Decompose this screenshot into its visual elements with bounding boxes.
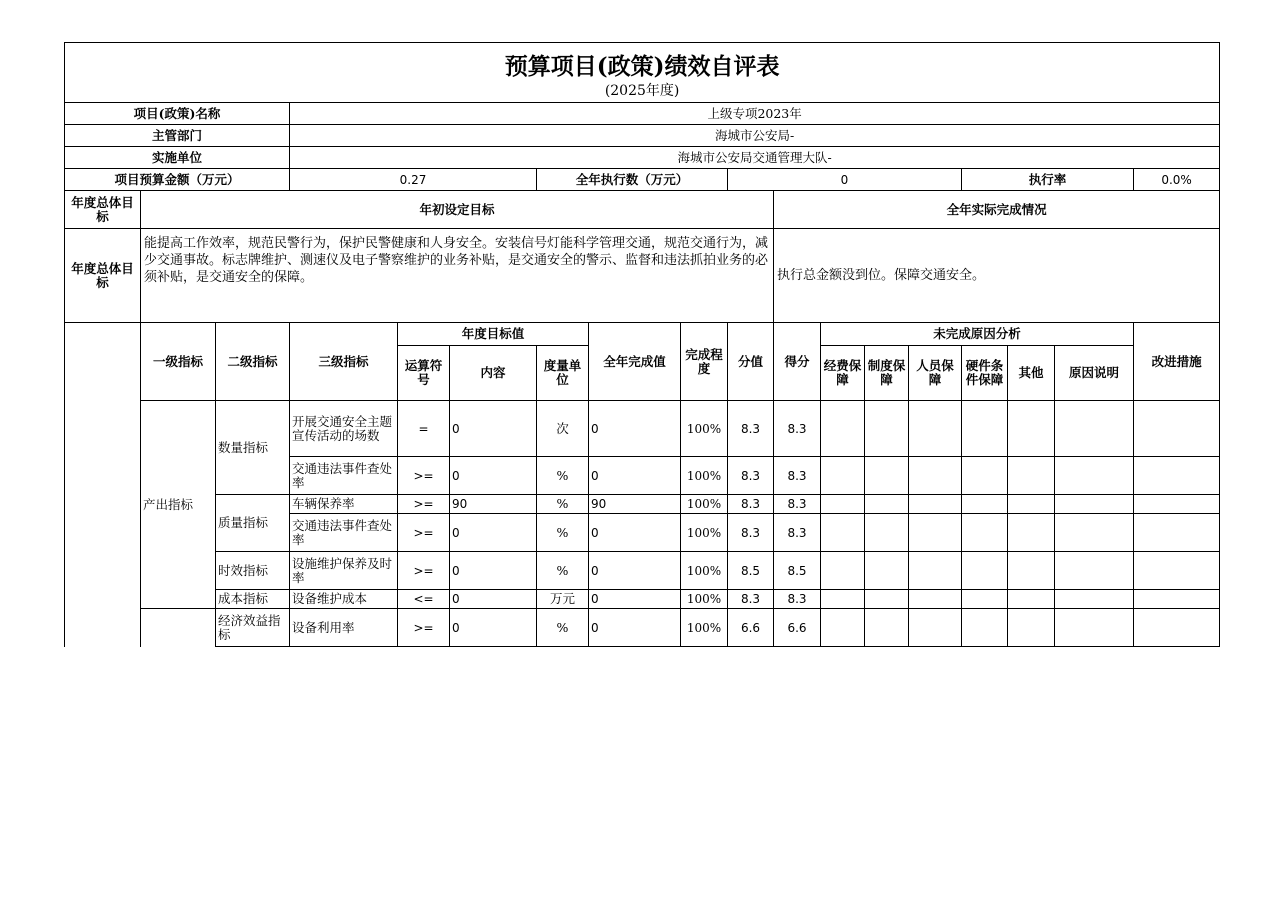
- initial-goal-text: 能提高工作效率，规范民警行为，保护民警健康和人身安全。安装信号灯能科学管理交通，规范交通行为，减少交通事故。标志牌维护、测速仪及电子警察维护的业务补贴，是交通安全的警示、监督和违法抓拍业务的必须补贴，是交通安全的保障。: [141, 229, 774, 323]
- project-name-label: 项目(政策)名称: [65, 103, 290, 125]
- budget-value: 0.27: [290, 169, 537, 191]
- row-content: 90: [450, 495, 537, 514]
- group-output: 产出指标: [141, 401, 216, 609]
- row-actual: 0: [589, 552, 681, 590]
- header-unit: 度量单位: [537, 346, 589, 401]
- goals-row-label: 年度总体目标: [65, 229, 141, 323]
- row-op: >=: [398, 495, 450, 514]
- row-unit: %: [537, 552, 589, 590]
- row-l3: 设施维护保养及时率: [290, 552, 398, 590]
- indicator-side-cell: [65, 323, 141, 647]
- row-l3: 设备维护成本: [290, 590, 398, 609]
- group-quantity: 数量指标: [216, 401, 290, 495]
- row-got: 8.3: [774, 457, 821, 495]
- goals-header-label: 年度总体目标: [65, 191, 141, 229]
- row-op: >=: [398, 552, 450, 590]
- exec-value: 0: [728, 169, 962, 191]
- table-row: [65, 590, 1220, 609]
- row-unit: 万元: [537, 590, 589, 609]
- row-got: 8.3: [774, 590, 821, 609]
- header-hardware: 硬件条件保障: [962, 346, 1008, 401]
- group-quality: 质量指标: [216, 495, 290, 552]
- row-op: >=: [398, 514, 450, 552]
- header-operator: 运算符号: [398, 346, 450, 401]
- table-row: [65, 495, 1220, 514]
- group-cost: 成本指标: [216, 590, 290, 609]
- header-personnel: 人员保障: [909, 346, 962, 401]
- row-completion: 100%: [681, 495, 728, 514]
- header-level2: 二级指标: [216, 323, 290, 401]
- table-row: [65, 609, 1220, 647]
- row-got: 8.3: [774, 495, 821, 514]
- row-got: 6.6: [774, 609, 821, 647]
- table-row: [65, 552, 1220, 590]
- actual-completion-text: 执行总金额没到位。保障交通安全。: [774, 229, 1220, 323]
- row-unit: %: [537, 495, 589, 514]
- header-completion: 完成程度: [681, 323, 728, 401]
- row-completion: 100%: [681, 514, 728, 552]
- actual-completion-header: 全年实际完成情况: [774, 191, 1220, 229]
- evaluation-table: [64, 42, 1220, 647]
- row-completion: 100%: [681, 609, 728, 647]
- row-got: 8.5: [774, 552, 821, 590]
- row-content: 0: [450, 552, 537, 590]
- row-actual: 90: [589, 495, 681, 514]
- page-title: 预算项目(政策)绩效自评表: [504, 52, 780, 80]
- header-annual-target: 年度目标值: [398, 323, 589, 346]
- row-completion: 100%: [681, 590, 728, 609]
- row-l3: 交通违法事件查处率: [290, 514, 398, 552]
- row-content: 0: [450, 590, 537, 609]
- row-l3: 车辆保养率: [290, 495, 398, 514]
- row-content: 0: [450, 609, 537, 647]
- row-l3: 开展交通安全主题宣传活动的场数: [290, 401, 398, 457]
- row-score: 6.6: [728, 609, 774, 647]
- unit-label: 实施单位: [65, 147, 290, 169]
- row-op: <=: [398, 590, 450, 609]
- row-score: 8.3: [728, 514, 774, 552]
- group-timeliness: 时效指标: [216, 552, 290, 590]
- row-unit: 次: [537, 401, 589, 457]
- rate-value: 0.0%: [1134, 169, 1220, 191]
- row-unit: %: [537, 609, 589, 647]
- row-got: 8.3: [774, 514, 821, 552]
- dept-value: 海城市公安局-: [290, 125, 1220, 147]
- table-row: [65, 401, 1220, 457]
- row-score: 8.5: [728, 552, 774, 590]
- dept-label: 主管部门: [65, 125, 290, 147]
- row-unit: %: [537, 457, 589, 495]
- row-actual: 0: [589, 609, 681, 647]
- row-score: 8.3: [728, 401, 774, 457]
- header-got: 得分: [774, 323, 821, 401]
- project-name-value: 上级专项2023年: [290, 103, 1220, 125]
- row-op: >=: [398, 457, 450, 495]
- group-economic: 经济效益指标: [216, 609, 290, 647]
- header-actual: 全年完成值: [589, 323, 681, 401]
- row-got: 8.3: [774, 401, 821, 457]
- header-system: 制度保障: [865, 346, 909, 401]
- title-cell: [65, 43, 1220, 103]
- group-effect-cell: [141, 609, 216, 647]
- header-reason: 原因说明: [1055, 346, 1134, 401]
- row-l3: 交通违法事件查处率: [290, 457, 398, 495]
- header-funding: 经费保障: [821, 346, 865, 401]
- row-actual: 0: [589, 590, 681, 609]
- row-op: =: [398, 401, 450, 457]
- row-score: 8.3: [728, 495, 774, 514]
- row-content: 0: [450, 401, 537, 457]
- initial-goal-header: 年初设定目标: [141, 191, 774, 229]
- row-unit: %: [537, 514, 589, 552]
- row-content: 0: [450, 514, 537, 552]
- header-score: 分值: [728, 323, 774, 401]
- header-content: 内容: [450, 346, 537, 401]
- header-improve: 改进措施: [1134, 323, 1220, 401]
- rate-label: 执行率: [962, 169, 1134, 191]
- row-completion: 100%: [681, 552, 728, 590]
- row-op: >=: [398, 609, 450, 647]
- page-subtitle: (2025年度): [604, 82, 680, 99]
- header-level1: 一级指标: [141, 323, 216, 401]
- row-l3: 设备利用率: [290, 609, 398, 647]
- row-score: 8.3: [728, 457, 774, 495]
- unit-value: 海城市公安局交通管理大队-: [290, 147, 1220, 169]
- row-score: 8.3: [728, 590, 774, 609]
- row-content: 0: [450, 457, 537, 495]
- header-unfinished: 未完成原因分析: [821, 323, 1134, 346]
- row-completion: 100%: [681, 457, 728, 495]
- exec-label: 全年执行数（万元）: [537, 169, 728, 191]
- budget-label: 项目预算金额（万元）: [65, 169, 290, 191]
- header-other: 其他: [1008, 346, 1055, 401]
- header-level3: 三级指标: [290, 323, 398, 401]
- row-completion: 100%: [681, 401, 728, 457]
- row-actual: 0: [589, 514, 681, 552]
- row-actual: 0: [589, 457, 681, 495]
- performance-evaluation-sheet: [64, 42, 1220, 647]
- row-actual: 0: [589, 401, 681, 457]
